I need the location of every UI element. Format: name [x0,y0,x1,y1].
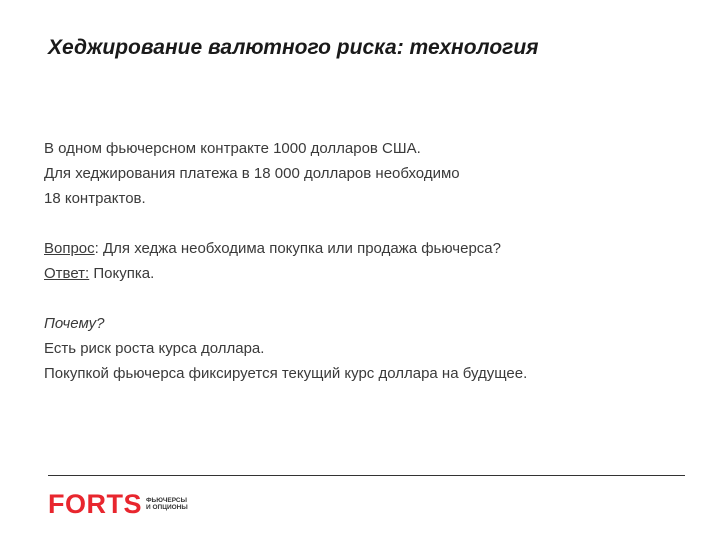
why-line: Покупкой фьючерса фиксируется текущий курс доллара на будущее. [44,365,528,382]
slide-body [44,136,694,386]
answer-text: Покупка. [89,265,155,282]
answer-label: Ответ: [44,265,90,282]
paragraph-line: В одном фьючерсном контракте 1000 долларов США. [44,140,421,157]
paragraph-line: Для хеджирования платежа в 18 000 долларов необходимо [44,165,460,182]
spacer [44,211,694,236]
question-label: Вопрос [44,240,95,257]
why-heading: Почему? [44,315,105,332]
logo-subtitle-line: ФЬЮЧЕРСЫ [146,497,187,504]
slide-title: Хеджирование валютного риска: технология [48,36,539,59]
question-text: Для хеджа необходима покупка или продажа фьючерса? [98,240,501,257]
footer-divider [48,475,685,476]
logo-wordmark: FORTS [48,489,142,519]
question-colon: : [94,240,99,257]
question-line [44,236,694,261]
logo-subtitle-line: И ОПЦИОНЫ [146,504,188,511]
logo-subtitle [146,497,188,511]
forts-logo [48,490,188,518]
answer-line [44,261,694,286]
spacer [44,286,694,311]
paragraph-line: 18 контрактов. [44,190,146,207]
why-line: Есть риск роста курса доллара. [44,340,265,357]
